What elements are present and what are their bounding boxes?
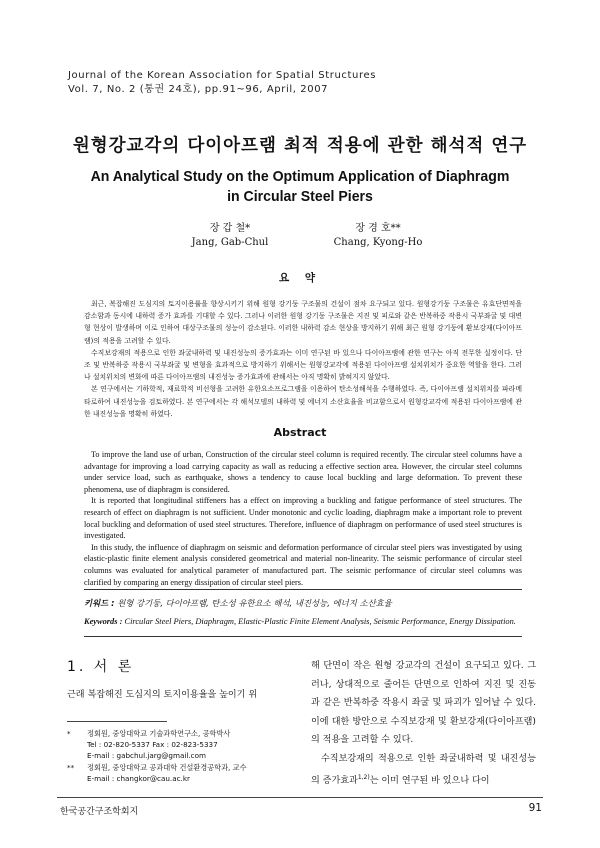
section-title-introduction: 1. 서 론 [67, 659, 135, 675]
introduction-paragraph [311, 750, 536, 790]
paper-title-english-line1: An Analytical Study on the Optimum Application of Diaphragm [90, 168, 510, 185]
introduction-paragraph-tail: 는 이미 연구된 바 있으나 다이 [369, 775, 490, 786]
keywords-korean-text: 원형 강기둥, 다이아프램, 탄소성 유한요소 해석, 내진성능, 에너지 소산효율 [114, 598, 392, 608]
paper-title-korean: 원형강교각의 다이아프램 최적 적용에 관한 해석적 연구 [72, 136, 528, 156]
english-abstract-paragraph: In this study, the influence of diaphragm on seismic and deformation performance of circular steel piers was investigated by using elastic-plastic finite element analysis considered geometrical and material non-linearity. The seismic performance of circular steel columns was evaluated for analytical parameter of manufactured part. The seismic performance of circular steel columns was clarified by comparing an energy dissipation of circular steel piers. [84, 542, 522, 587]
keywords-english [84, 617, 524, 626]
footer-journal-name: 한국공간구조학회지 [60, 807, 139, 817]
keywords-english-label: Keywords : [84, 617, 123, 626]
english-abstract-heading: Abstract [273, 426, 327, 439]
korean-abstract-paragraph: 최근, 복잡해진 도심지의 토지이용률을 향상시키기 위해 원형 강기둥 구조물의 건설이 점차 요구되고 있다. 원형강기둥 구조물은 유효단면적을 감소함과 동시에 내하력 증가 효과를 기대할 수 있다. 그러나 이러한 원형 강기둥 구조물은 지진 및 피로와 같은 반복하중 작용시 국부좌굴 및 대변형 현상이 발생하며 이로 인하여 대상구조물의 성능이 감소된다. 이러한 내하력 감소 현상을 방지하기 위해 최근 원형 강기둥에 환보강재(다이아프램)의 적용을 고려할 수 있다. [84, 300, 522, 345]
footnote-2 [67, 762, 307, 784]
footnote-line: 정회원, 중앙대학교 공과대학 건설환경공학과, 교수 [87, 762, 247, 772]
footnote-line: E-mail : gabchul.jarg@gmail.com [87, 751, 206, 761]
introduction-right-text [311, 657, 536, 790]
author-1 [150, 222, 310, 250]
footer-rule [57, 797, 543, 798]
author-2-english: Chang, Kyong-Ho [333, 237, 423, 248]
journal-header [68, 69, 376, 97]
keywords-top-rule [84, 589, 522, 590]
english-abstract-body [84, 449, 522, 588]
paper-title-english [74, 167, 525, 207]
korean-abstract-paragraph: 본 연구에서는 기하학적, 재료학적 비선형을 고려한 유한요소프로그램을 이용하여 탄소성해석을 수행하였다. 즉, 다이아프램 설치위치를 파라메타로하여 내진성능을 검토하였다. 본 연구에서는 각 해석모델의 내하력 및 에너지 소산효율을 비교함으로서 원형강교각에 적용된 다이아프램에 관한 내진성능을 명확히 하였다. [84, 385, 522, 418]
keywords-english-text: Circular Steel Piers, Diaphragm, Elastic-Plastic Finite Element Analysis, Seismic Performance, Energy Dissipation. [122, 617, 516, 626]
author-2-korean: 장 경 호** [355, 223, 401, 234]
introduction-left-text: 근래 복잡해진 도심지의 토지이용율을 높이기 위 [67, 690, 258, 700]
citation-superscript: 1,2) [357, 773, 370, 781]
journal-name: Journal of the Korean Association for Spatial Structures [68, 70, 377, 81]
korean-abstract-body [84, 298, 522, 420]
page-number: 91 [528, 802, 542, 814]
keywords-korean [84, 597, 524, 609]
introduction-paragraph-text: 수직보강재의 적용으로 인한 좌굴내하력 및 내진성능의 증가효과 [311, 753, 536, 786]
korean-abstract-heading: 요 약 [279, 272, 321, 284]
author-1-korean: 장 갑 철* [209, 223, 251, 234]
journal-volume: Vol. 7, No. 2 (통권 24호), pp.91~96, April, 2007 [68, 84, 329, 95]
korean-abstract-paragraph: 수직보강재의 적용으로 인한 좌굴내하력 및 내진성능의 증가효과는 이미 연구된 바 있으나 다이아프램에 관한 연구는 아직 전무한 실정이다. 단조 및 반복하중 작용시 국부좌굴 및 변형을 효과적으로 방지하기 위해서는 원형강교각에 적용된 다이아프램 설치위치가 중요한 역할을 한다. 그러나 설치위치의 변화에 따른 다이아프램의 내진성능 증가효과에 관해서는 아직 명확히 밝혀지지 않았다. [84, 348, 522, 382]
footnote-rule [67, 721, 167, 722]
english-abstract-paragraph: It is reported that longitudinal stiffeners has a effect on improving a buckling and fatigue performance of steel structures. The research of effect on diaphragm is not sufficient. Under monotonic and cyclic loading, diaphragm make a important role to prevent local buckling and deformation of used steel structures. Therefore, influence of diaphragm on performance of used steel structures is investigated. [84, 496, 522, 541]
footnotes [67, 728, 307, 784]
footnote-line: 정회원, 중앙대학교 기술과학연구소, 공학박사 [87, 729, 231, 738]
footnote-line: E-mail : changkor@cau.ac.kr [87, 773, 190, 783]
footnote-line: Tel : 02-820-5337 Fax : 02-823-5337 [87, 740, 218, 750]
keywords-bottom-rule [84, 636, 522, 637]
author-1-english: Jang, Gab-Chul [191, 237, 269, 248]
footnote-mark: * [67, 729, 71, 738]
footnote-1 [67, 728, 307, 762]
footnote-mark: ** [67, 762, 75, 772]
introduction-paragraph: 해 단면이 작은 원형 강교각의 건설이 요구되고 있다. 그러나, 상대적으로 줄어든 단면으로 인하여 지진 및 진동과 같은 반복하중 작용시 좌굴 및 파괴가 일어날 수 있다. 이에 대한 방안으로 수직보강재 및 환보강재(다이아프램)의 적용을 고려할 수 있다. [311, 661, 536, 746]
paper-title-english-line2: in Circular Steel Piers [227, 188, 373, 205]
keywords-korean-label: 키워드 : [84, 598, 115, 608]
english-abstract-paragraph: To improve the land use of urban, Construction of the circular steel column is required recently. The circular steel columns have a advantage for improving a load carrying capacity as wall as reducing a effective section area. However, the circular steel columns under service load, such as earthquake, shows a tendency to cause local buckling and large deformation. To prevent these phenomena, use of diaphragm is considered. [84, 450, 522, 494]
author-2 [298, 222, 458, 250]
